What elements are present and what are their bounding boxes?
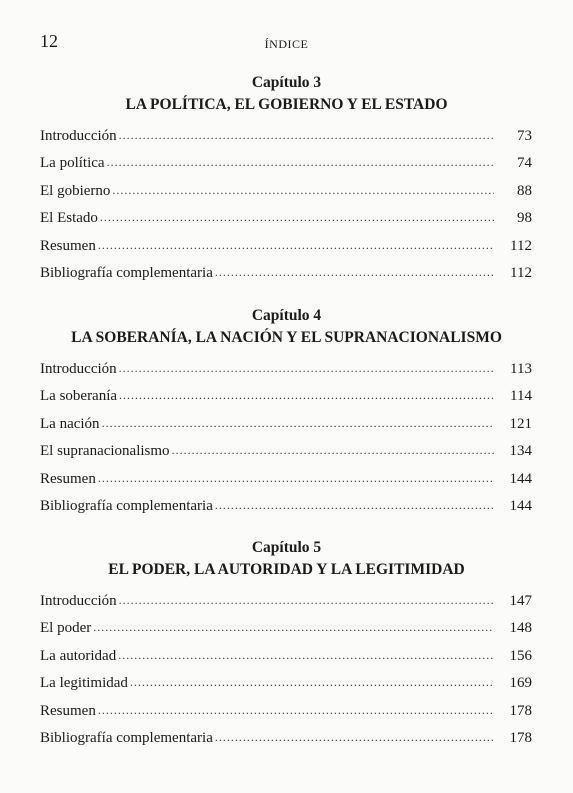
- toc-entry-title: El poder: [40, 620, 92, 637]
- toc-entry-page: 114: [510, 388, 532, 405]
- toc-entry[interactable]: [40, 385, 532, 412]
- toc-entry[interactable]: [40, 468, 532, 495]
- toc-entry-page: 147: [509, 593, 532, 609]
- toc-entry-page: 88: [517, 182, 532, 199]
- dot-leader: [107, 151, 494, 173]
- toc-entry-title: Resumen: [40, 702, 96, 719]
- toc-entry[interactable]: [40, 358, 532, 385]
- toc-entry-title: El Estado: [40, 210, 98, 227]
- toc-entry-title: La legitimidad: [40, 675, 128, 692]
- toc-entry-list: [0, 358, 573, 522]
- toc-entry-page: 144: [509, 470, 532, 487]
- chapter-label: Capítulo 4: [251, 307, 322, 324]
- chapter-label: Capítulo 3: [251, 74, 322, 91]
- toc-entry-page: 98: [517, 210, 532, 227]
- toc-entry-page: 112: [510, 237, 532, 254]
- toc-entry[interactable]: [40, 700, 532, 727]
- toc-entry-page: 144: [509, 497, 532, 514]
- dot-leader: [215, 726, 494, 748]
- toc-entry-title: Introducción: [40, 128, 117, 144]
- toc-entry-page: 74: [517, 155, 532, 172]
- toc-entry-page: 113: [510, 361, 532, 377]
- toc-entry-title: Introducción: [40, 361, 117, 377]
- toc-entry[interactable]: [40, 617, 532, 644]
- toc-entry-title: Bibliografía complementaria: [40, 264, 213, 281]
- running-head: ÍNDICE: [264, 37, 309, 51]
- toc-entry[interactable]: [40, 440, 532, 467]
- dot-leader: [119, 589, 494, 611]
- toc-entry-title: Bibliografía complementaria: [40, 497, 213, 514]
- dot-leader: [215, 261, 494, 283]
- toc-entry-title: Bibliografía complementaria: [40, 729, 213, 746]
- toc-entry-page: 156: [509, 647, 532, 664]
- toc-entry-page: 121: [509, 415, 532, 432]
- toc-entry-title: Resumen: [40, 470, 96, 487]
- chapter-section: [0, 72, 573, 289]
- toc-entry-page: 178: [509, 729, 532, 746]
- chapter-title: LA SOBERANÍA, LA NACIÓN Y EL SUPRANACIONALISMO: [71, 329, 502, 346]
- toc-entry-list: [0, 125, 573, 289]
- toc-entry-page: 73: [517, 128, 532, 144]
- toc-entry-page: 169: [509, 675, 532, 692]
- chapter-title: EL PODER, LA AUTORIDAD Y LA LEGITIMIDAD: [108, 561, 465, 578]
- toc-entry[interactable]: [40, 495, 532, 522]
- toc-entry[interactable]: [40, 727, 532, 754]
- toc-entry[interactable]: [40, 262, 532, 289]
- toc-entry[interactable]: [40, 413, 532, 440]
- chapter-section: [0, 305, 573, 522]
- toc-entry[interactable]: [40, 152, 532, 179]
- toc-entry-title: Introducción: [40, 593, 117, 609]
- dot-leader: [98, 234, 494, 256]
- toc-entry-title: La política: [40, 155, 105, 172]
- dot-leader: [172, 439, 494, 461]
- toc-entry-title: El supranacionalismo: [40, 443, 170, 460]
- toc-entry-list: [0, 590, 573, 754]
- toc-entry[interactable]: [40, 672, 532, 699]
- toc-entry-title: La soberanía: [40, 388, 118, 405]
- chapter-title: LA POLÍTICA, EL GOBIERNO Y EL ESTADO: [125, 96, 448, 113]
- chapter-section: [0, 537, 573, 754]
- dot-leader: [102, 412, 494, 434]
- toc-entry-title: La nación: [40, 415, 100, 432]
- dot-leader: [119, 357, 494, 379]
- toc-entry[interactable]: [40, 207, 532, 234]
- page-number: 12: [40, 31, 58, 51]
- toc-entry-page: 112: [510, 264, 532, 281]
- toc-entry[interactable]: [40, 590, 532, 617]
- toc-entry-page: 178: [509, 702, 532, 719]
- dot-leader: [98, 467, 494, 489]
- toc-entry[interactable]: [40, 235, 532, 262]
- toc-entry[interactable]: [40, 180, 532, 207]
- dot-leader: [93, 616, 494, 638]
- toc-entry-page: 134: [509, 443, 532, 460]
- toc-entry-title: El gobierno: [40, 182, 111, 199]
- dot-leader: [130, 671, 494, 693]
- dot-leader: [118, 644, 494, 666]
- dot-leader: [98, 699, 494, 721]
- dot-leader: [215, 494, 494, 516]
- toc-entry[interactable]: [40, 125, 532, 152]
- toc-entry[interactable]: [40, 645, 532, 672]
- chapter-label: Capítulo 5: [251, 539, 322, 556]
- toc-entry-title: La autoridad: [40, 647, 117, 664]
- toc-entry-page: 148: [509, 620, 532, 637]
- dot-leader: [100, 206, 494, 228]
- dot-leader: [119, 124, 494, 146]
- dot-leader: [119, 384, 494, 406]
- toc-entry-title: Resumen: [40, 237, 96, 254]
- dot-leader: [112, 179, 494, 201]
